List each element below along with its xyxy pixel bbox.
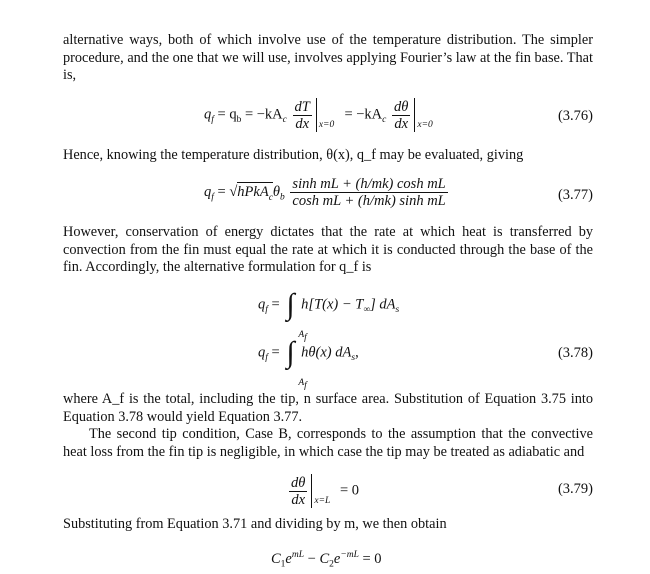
eq376-lhs-sub: f — [211, 115, 214, 126]
eqint1-infinity: ∞ — [363, 305, 371, 316]
paragraph-however — [63, 224, 593, 277]
eq378-limit: A — [298, 378, 305, 388]
paragraph-where — [63, 391, 593, 426]
eq379-rhs: = 0 — [340, 482, 360, 499]
eq377-sqrt-sub: c — [268, 192, 273, 203]
eq376-eval2-label: x=0 — [417, 120, 433, 130]
eq379-eval-bar — [311, 474, 336, 508]
eq378-lhs-sub: f — [265, 353, 268, 364]
paragraph-second-tip-text: The second tip condition, Case B, corresponds to the assumption that the convective heat loss from the fin tip is negligible, in which case the tip may be treated as adiabatic and — [63, 426, 593, 460]
paragraph-intro-text: alternative ways, both of which involve use of the temperature distribution. The simpler procedure, and the one that we will use, involves applying Fourier’s law at the fin base. That is, — [63, 32, 593, 83]
paragraph-substituting-text: Substituting from Equation 3.71 and dividing by m, we then obtain — [63, 516, 447, 532]
eqlast-rhs: = 0 — [358, 550, 382, 567]
eq376-fraction-2 — [392, 99, 410, 132]
paragraph-hence — [63, 147, 593, 165]
eqint1-lhs: q — [258, 296, 266, 313]
eqlast-e2: e — [333, 550, 341, 567]
eq376-eval1-label: x=0 — [318, 120, 335, 130]
eq376-eval-bar-1 — [316, 98, 341, 132]
eqlast-c2-sub: 2 — [329, 559, 334, 570]
eqlast-e1-sup: mL — [291, 550, 305, 560]
equation-number-3-77: (3.77) — [557, 187, 593, 203]
eq377-theta: θ — [272, 183, 281, 200]
eqint1-da-sub: s — [395, 305, 400, 316]
equation-number-3-79: (3.79) — [557, 481, 593, 497]
eq376-term2-sub: c — [382, 115, 387, 126]
eqint1-body-end: ] dA — [370, 296, 396, 313]
eq376-term1: = −kA — [244, 106, 283, 123]
eq377-theta-sub: b — [280, 192, 285, 203]
eq376-frac2-num: dθ — [394, 98, 409, 115]
paragraph-substituting — [63, 516, 593, 534]
eq376-frac1-num: dT — [294, 98, 310, 115]
equation-tip-condition — [271, 546, 382, 574]
eq376-eval-bar-2 — [414, 98, 439, 132]
eq376-frac2-den: dx — [394, 115, 409, 132]
eqlast-c2: C — [319, 550, 330, 567]
equation-3-77 — [204, 176, 450, 209]
equation-number-3-78: (3.78) — [557, 345, 593, 361]
eq378-limit-sub: f — [304, 380, 307, 391]
eq376-mid: = q — [217, 106, 237, 123]
eq377-equals: = — [217, 183, 226, 200]
eqlast-c1: C — [271, 550, 281, 567]
eqint1-integral-sign: ∫ $A_f$ — [286, 288, 307, 343]
eq378-da-sub: s — [351, 353, 356, 364]
eq376-frac1-den: dx — [295, 115, 309, 132]
eq378-equals: = — [271, 344, 280, 361]
equation-number-3-76: (3.76) — [557, 108, 593, 124]
paragraph-where-text: where A_f is the total, including the tip, n surface area. Substitution of Equation 3.75 into Equation 3.78 would yield Equation 3.77. — [63, 391, 593, 425]
eq378-lhs: q — [258, 344, 266, 361]
eq376-term1-sub: c — [282, 115, 287, 126]
eq376-fraction-1 — [293, 99, 312, 132]
eq378-comma: , — [355, 344, 359, 361]
eq378-integral-sign: ∫ $A_f$ — [286, 336, 307, 391]
paragraph-hence-text: Hence, knowing the temperature distribution, θ(x), q_f may be evaluated, giving — [63, 147, 524, 163]
paragraph-intro — [63, 32, 593, 85]
eq377-fraction — [290, 176, 447, 209]
eq377-sqrt-radicand: hPkA — [237, 183, 269, 200]
equation-3-76 — [204, 98, 439, 132]
eqint1-limit: A — [298, 330, 305, 340]
eqint1-limit-sub: f — [304, 332, 307, 343]
paragraph-however-text: However, conservation of energy dictates that the rate at which heat is transferred by convection from the fin must equal the rate at which it is conducted through the base of the fin. Accordingly, the alternative formulation for q_f is — [63, 224, 593, 275]
paragraph-second-tip — [63, 426, 593, 461]
eq379-fraction — [289, 475, 307, 508]
eq376-lhs: q — [204, 106, 212, 123]
eq377-sqrt: √hPkA$_c$ — [229, 183, 273, 203]
eq378-body: hθ(x) dA — [301, 344, 352, 361]
eq377-numerator: sinh mL + (h/mk) cosh mL — [292, 176, 446, 192]
eqlast-minus: − — [304, 550, 320, 567]
eq377-denominator: cosh mL + (h/mk) sinh mL — [292, 193, 446, 209]
eqint1-body: h[T(x) − T — [301, 296, 364, 313]
eq376-mid-sub: b — [236, 115, 242, 126]
eqlast-c1-sub: 1 — [280, 559, 286, 570]
eq379-numerator: dθ — [291, 474, 306, 491]
eq376-term2: = −kA — [344, 106, 383, 123]
eq377-lhs-sub: f — [211, 192, 214, 203]
eqint1-equals: = — [271, 296, 280, 313]
eqint1-lhs-sub: f — [265, 305, 268, 316]
eqlast-e1: e — [285, 550, 292, 567]
eq379-eval-label: x=L — [314, 496, 331, 506]
equation-3-78 — [258, 336, 359, 391]
eqlast-e2-sup: −mL — [340, 550, 359, 560]
eq377-lhs: q — [204, 183, 212, 200]
equation-integral-1 — [258, 288, 400, 343]
eq379-denominator: dx — [291, 491, 306, 508]
equation-3-79 — [287, 474, 359, 508]
